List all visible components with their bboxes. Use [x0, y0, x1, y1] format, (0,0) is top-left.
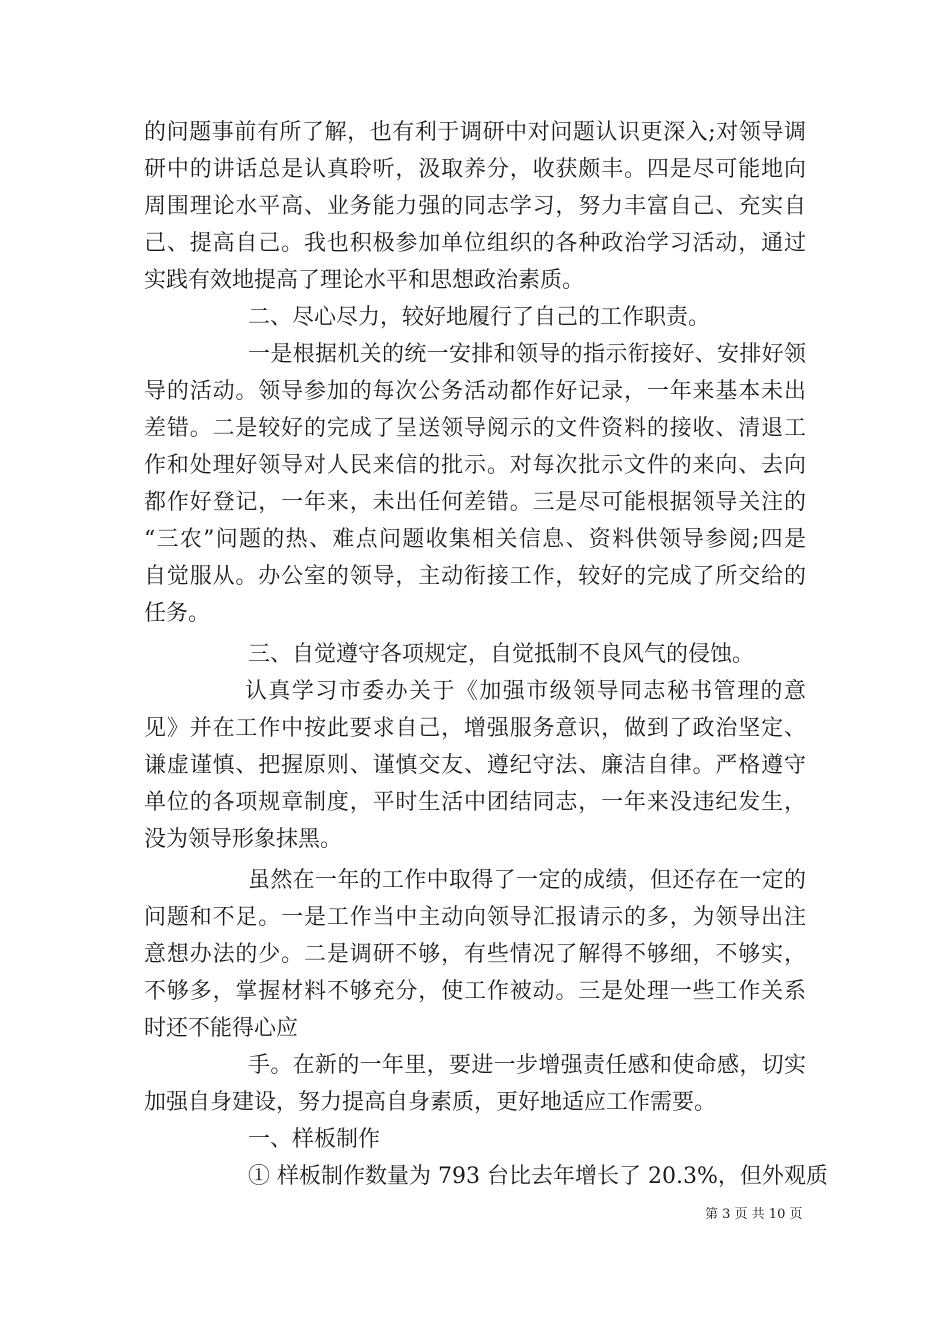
text-line: 单位的各项规章制度，平时生活中团结同志，一年来没违纪发生， [144, 790, 806, 815]
text-line: 谦虚谨慎、把握原则、谨慎交友、遵纪守法、廉洁自律。严格遵守 [144, 753, 806, 778]
text-line: 实践有效地提高了理论水平和思想政治素质。 [144, 268, 585, 293]
text-line: 不够多，掌握材料不够充分，使工作被动。三是处理一些工作关系 [144, 979, 806, 1004]
text-line: 加强自身建设，努力提高自身素质，更好地适应工作需要。 [144, 1090, 717, 1115]
text-line: 研中的讲话总是认真聆听，汲取养分，收获颇丰。四是尽可能地向 [144, 157, 806, 182]
text-line: 虽然在一年的工作中取得了一定的成绩，但还存在一定的 [248, 868, 806, 893]
text-line: 己、提高自己。我也积极参加单位组织的各种政治学习活动，通过 [144, 231, 806, 256]
text-line: 的问题事前有所了解，也有利于调研中对问题认识更深入;对领导调 [144, 120, 806, 145]
text-line: 问题和不足。一是工作当中主动向领导汇报请示的多，为领导出注 [144, 905, 806, 930]
text-line: 差错。二是较好的完成了呈送领导阅示的文件资料的接收、清退工 [144, 416, 806, 441]
text-line: 一是根据机关的统一安排和领导的指示衔接好、安排好领 [248, 342, 806, 367]
text-line: “三农”问题的热、难点问题收集相关信息、资料供领导参阅;四是 [144, 527, 806, 552]
section-heading: 三、自觉遵守各项规定，自觉抵制不良风气的侵蚀。 [248, 642, 755, 667]
text-line: 认真学习市委办关于《加强市级领导同志秘书管理的意 [245, 679, 806, 704]
text-line: 时还不能得心应 [144, 1016, 299, 1041]
text-line: 意想办法的少。二是调研不够，有些情况了解得不够细，不够实， [144, 942, 806, 967]
text-line: 周围理论水平高、业务能力强的同志学习，努力丰富自己、充实自 [144, 194, 806, 219]
text-line: 作和处理好领导对人民来信的批示。对每次批示文件的来向、去向 [144, 453, 806, 478]
page-number: 第 3 页 共 10 页 [705, 1207, 803, 1222]
text-line: 手。在新的一年里，要进一步增强责任感和使命感，切实 [248, 1053, 806, 1078]
text-line: 都作好登记，一年来，未出任何差错。三是尽可能根据领导关注的 [144, 490, 806, 515]
text-line: ① 样板制作数量为 793 台比去年增长了 20.3%，但外观质 [248, 1164, 828, 1189]
section-heading: 一、样板制作 [248, 1127, 381, 1152]
text-line: 自觉服从。办公室的领导，主动衔接工作，较好的完成了所交给的 [144, 564, 806, 589]
section-heading: 二、尽心尽力，较好地履行了自己的工作职责。 [248, 305, 711, 330]
text-line: 任务。 [144, 601, 211, 626]
text-line: 没为领导形象抹黑。 [144, 827, 343, 852]
text-line: 见》并在工作中按此要求自己，增强服务意识，做到了政治坚定、 [144, 716, 806, 741]
text-line: 导的活动。领导参加的每次公务活动都作好记录，一年来基本未出 [144, 379, 806, 404]
